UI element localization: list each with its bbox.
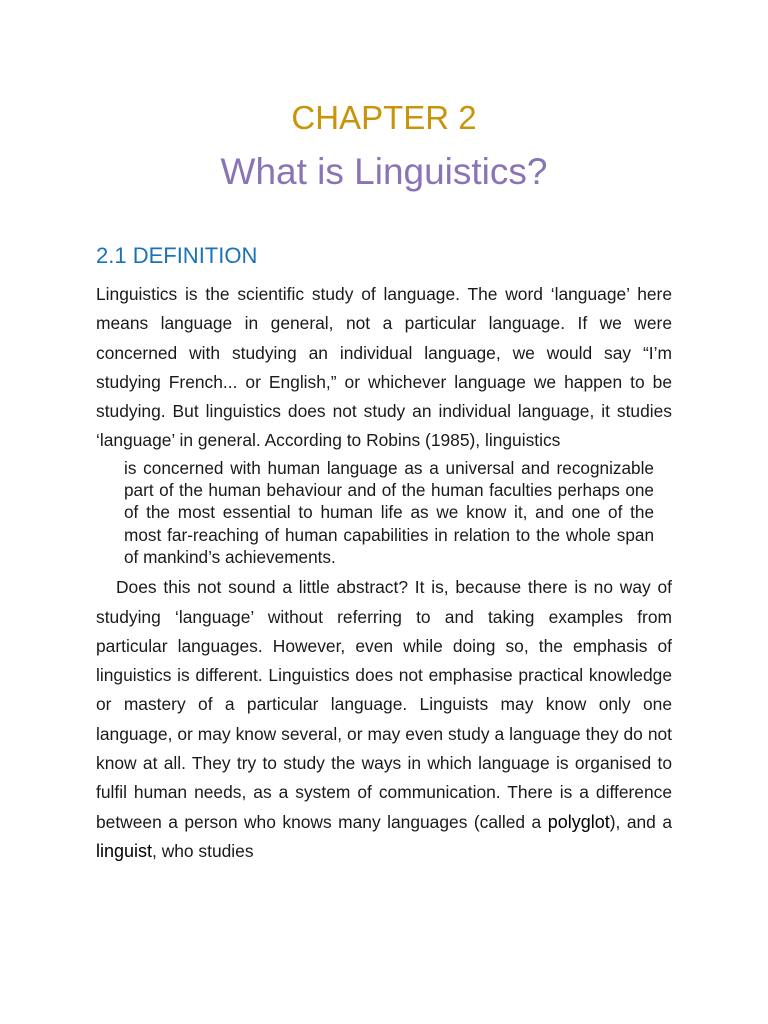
term-linguist: linguist bbox=[96, 840, 153, 861]
chapter-label: CHAPTER 2 bbox=[291, 99, 477, 136]
document-page bbox=[96, 0, 672, 866]
paragraph-definition: Linguistics is the scientific study of language. The word ‘language’ here means language in general, not a particular language. If we were concerned with studying an individual language, we would say “I’m studying French... or English,” or whichever language we happen to be studying. But linguistics does not study an individual language, it studies ‘language’ in general. According to Robins (1985), linguistics bbox=[96, 284, 672, 451]
chapter-title: What is Linguistics? bbox=[220, 151, 548, 192]
section-heading: 2.1 DEFINITION bbox=[96, 243, 258, 268]
paragraph-text: Does this not sound a little abstract? It is, because there is no way of studying ‘language’ without referring to and taking examples from particular languages. However, even while doing so, the emphasis of linguistics is different. Linguistics does not emphasise practical knowledge or mastery of a particular language. Linguists may know only one language, or may know several, or may even study a language they do not know at all. They try to study the ways in which language is organised to fulfil human needs, as a system of communication. There is a difference between a person who knows many languages (called a bbox=[96, 577, 672, 832]
paragraph-abstract bbox=[96, 573, 672, 866]
paragraph-text: ), and a bbox=[609, 811, 672, 832]
term-polyglot: polyglot bbox=[547, 811, 610, 832]
paragraph-text: , who studies bbox=[152, 840, 254, 861]
block-quote-robins: is concerned with human language as a universal and recognizable part of the human behaviour and of the human faculties perhaps one of the most essential to human life as we know it, and one of the most far-reaching of human capabilities in relation to the whole span of mankind’s achievements. bbox=[124, 457, 654, 567]
